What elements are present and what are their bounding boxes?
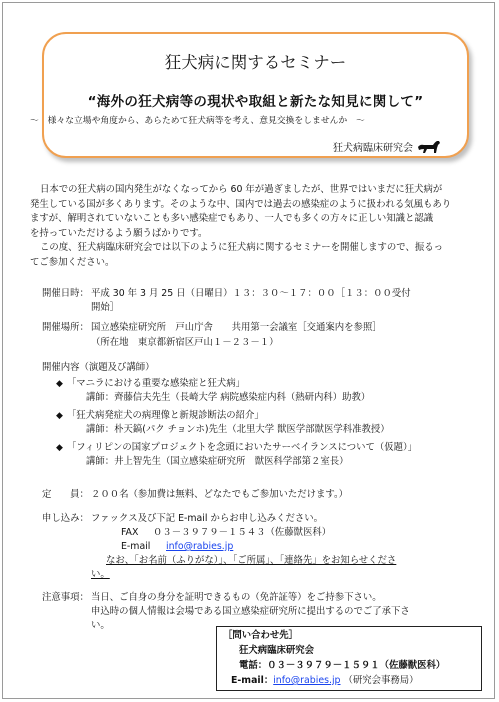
talk-1-title: ◆ 「マニラにおける重要な感染症と狂犬病」: [56, 378, 246, 389]
talk-3-title: ◆ 「フィリピンの国家プロジェクトを念頭においたサーベイランスについて（仮題）」: [56, 442, 418, 453]
organization-signature: [333, 138, 442, 154]
notes-line-1: 当日、ご自身の身分を証明できるもの（免許証等）をご持参下さい。: [91, 592, 382, 603]
application-label: 申し込み：: [42, 513, 89, 524]
datetime-label: 開催日時：: [42, 288, 89, 299]
inquiry-email: [231, 674, 419, 689]
application-note-2: い。: [91, 569, 110, 580]
inquiry-email-note: （研究会事務局）: [343, 675, 419, 686]
venue-value-1: 国立感染症研究所 戸山庁舎 共用第一会議室［交通案内を参照］: [91, 322, 382, 333]
intro-line-6: てご参加ください。: [30, 256, 115, 268]
talk-3-speaker: 講師：井上智先生（国立感染症研究所 獣医科学部第２室長）: [86, 456, 349, 467]
intro-line-2: 発生している国が多くあります。そのような中、国内では過去の感染症のように扱われる気風もあり: [30, 198, 452, 210]
page-title: 狂犬病に関するセミナー: [164, 53, 347, 72]
notes-line-2: 申込時の個人情報は会場である国立感染症研究所に提出するのでご了承下さ: [91, 606, 410, 617]
datetime-value-1: 平成 30 年 3 月 25 日（日曜日）１３：３０～１７：００［１３：００受付: [91, 288, 411, 299]
email-link[interactable]: info@rabies.jp: [166, 541, 234, 552]
email-label: E-mail: [121, 541, 151, 552]
dog-icon: [416, 138, 442, 154]
notes-label: 注意事項：: [42, 592, 89, 603]
inquiry-heading: ［問い合わせ先］: [223, 630, 299, 641]
page-subtitle: “海外の狂犬病等の現状や取組と新たな知見に関して”: [87, 94, 424, 110]
intro-line-4: を持っていただけるよう願うばかりです。: [30, 227, 208, 239]
application-line-1: ファックス及び下記 E-mail からお申し込みください。: [91, 513, 323, 524]
datetime-value-2: 開始］: [91, 302, 120, 313]
fax-label: FAX: [121, 527, 139, 538]
talk-1-speaker: 講師：齊藤信夫先生（長崎大学 病院感染症内科（熱研内科）助教）: [86, 392, 371, 403]
venue-label: 開催場所：: [42, 322, 89, 333]
inquiry-org: 狂犬病臨床研究会: [239, 645, 315, 656]
talk-2-speaker: 講師：朴天鎬(パク チョンホ)先生（北里大学 獣医学部獣医学科准教授）: [86, 424, 390, 435]
bullet-icon: ◆: [56, 443, 63, 453]
bullet-icon: ◆: [56, 379, 63, 389]
talk-2-title: ◆ 「狂犬病発症犬の病理像と新規診断法の紹介」: [56, 410, 264, 421]
capacity-label: 定 員：: [42, 489, 89, 500]
notes-line-3: い。: [91, 620, 110, 631]
venue-value-2: （所在地 東京都新宿区戸山１－２３－１）: [91, 336, 279, 348]
intro-line-1: 日本での狂犬病の国内発生がなくなってから 60 年が過ぎましたが、世界ではいまだに狂犬病が: [40, 184, 443, 195]
tagline: ～ 様々な立場や角度から、あらためて狂犬病等を考え、意見交換をしませんか ～: [30, 116, 365, 126]
inquiry-email-link[interactable]: info@rabies.jp: [273, 675, 341, 686]
inquiry-email-label: E-mail：: [231, 675, 274, 686]
intro-line-3: ますが、解明されていないことも多い感染症でもあり、一人でも多くの方々に正しい知識と認識: [30, 213, 434, 224]
application-note-1: なお、「お名前（ふりがな）」、「ご所属」、「連絡先」をお知らせくださ: [106, 555, 397, 566]
intro-line-5: この度、狂犬病臨床研究会では以下のように狂犬病に関するセミナーを開催しますので、振るっ: [40, 242, 443, 253]
organization-name: 狂犬病臨床研究会: [333, 142, 413, 154]
capacity-value: ２００名（参加費は無料、どなたでもご参加いただけます。）: [91, 489, 349, 500]
inquiry-phone: 電話：０３－３９７９－１５９１（佐藤獣医科）: [239, 660, 446, 671]
bullet-icon: ◆: [56, 411, 63, 421]
fax-number: ０３－３９７９－１５４３（佐藤獣医科）: [153, 527, 332, 538]
contents-label: 開催内容（演題及び講師）: [42, 362, 155, 373]
inquiry-box: [216, 626, 482, 691]
